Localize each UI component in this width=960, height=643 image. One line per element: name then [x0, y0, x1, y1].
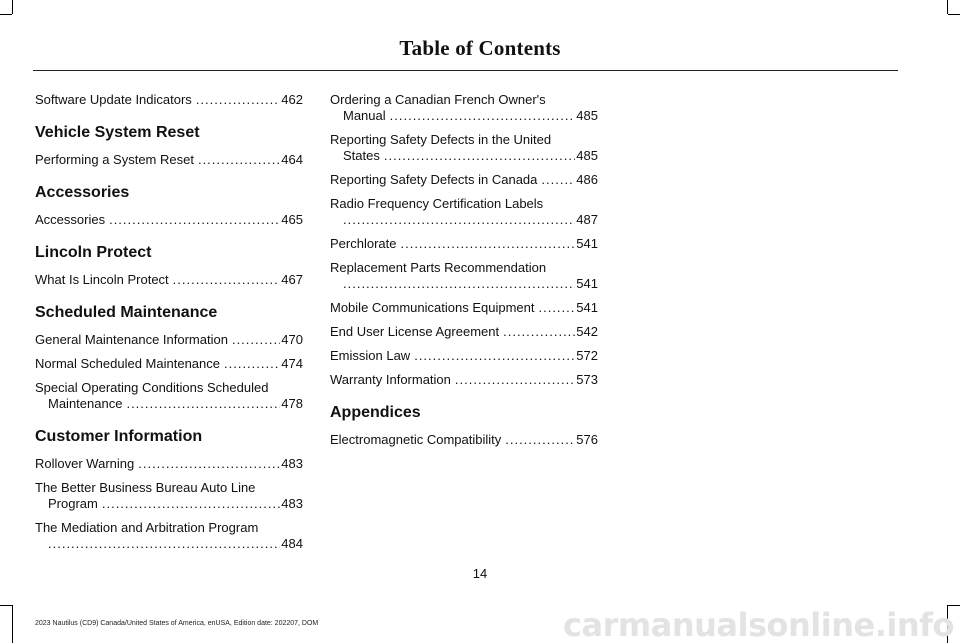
- section-heading: Lincoln Protect: [35, 244, 152, 261]
- toc-entry-title: States: [343, 148, 380, 163]
- dot-leader: [541, 172, 575, 188]
- toc-entry-title: The Better Business Bureau Auto Line: [35, 480, 256, 495]
- toc-entry-title: Maintenance: [48, 396, 123, 411]
- toc-entry[interactable]: [330, 236, 598, 252]
- toc-entry-title: Mobile Communications Equipment: [330, 300, 535, 315]
- toc-entry-page: 464: [281, 152, 303, 167]
- toc-entry[interactable]: [330, 196, 598, 228]
- toc-entry[interactable]: [330, 260, 598, 292]
- toc-entry-title: Perchlorate: [330, 236, 397, 251]
- toc-entry[interactable]: [35, 520, 303, 552]
- crop-mark: [12, 605, 13, 643]
- toc-left-column: [35, 92, 303, 560]
- toc-entry-page: 462: [281, 92, 303, 107]
- toc-entry-title: Software Update Indicators: [35, 92, 192, 107]
- toc-entry-title: Emission Law: [330, 348, 411, 363]
- crop-mark: [948, 14, 960, 15]
- toc-entry[interactable]: [35, 380, 303, 412]
- toc-entry-title: Accessories: [35, 212, 106, 227]
- toc-entry-page: 485: [576, 148, 598, 163]
- dot-leader: [109, 212, 280, 228]
- section-heading: Customer Information: [35, 428, 203, 445]
- toc-entry-page: 474: [281, 356, 303, 371]
- toc-right-column: [330, 92, 598, 456]
- dot-leader: [102, 496, 280, 512]
- toc-entry[interactable]: [330, 432, 598, 448]
- toc-entry-title: Rollover Warning: [35, 456, 135, 471]
- dot-leader: [138, 456, 280, 472]
- dot-leader: [384, 148, 575, 164]
- section-heading: Accessories: [35, 184, 130, 201]
- dot-leader: [400, 236, 575, 252]
- toc-entry-title: Replacement Parts Recommendation: [330, 260, 547, 275]
- page-title: Table of Contents: [399, 36, 561, 60]
- toc-entry-title: Normal Scheduled Maintenance: [35, 356, 220, 371]
- toc-entry-page: 541: [576, 236, 598, 251]
- toc-entry[interactable]: [35, 92, 303, 108]
- page-number: 14: [472, 566, 488, 581]
- toc-entry-page: 485: [576, 108, 598, 123]
- toc-entry-page: 484: [281, 536, 303, 551]
- toc-entry-page: 486: [576, 172, 598, 187]
- dot-leader: [196, 92, 280, 108]
- toc-entry-page: 465: [281, 212, 303, 227]
- toc-entry-page: 483: [281, 456, 303, 471]
- toc-entry[interactable]: [330, 300, 598, 316]
- dot-leader: [455, 372, 575, 388]
- dot-leader: [224, 356, 280, 372]
- dot-leader: [503, 324, 575, 340]
- toc-entry-page: 572: [576, 348, 598, 363]
- toc-entry-title: Performing a System Reset: [35, 152, 194, 167]
- toc-entry[interactable]: [35, 356, 303, 372]
- dot-leader: [126, 396, 280, 412]
- dot-leader: [414, 348, 575, 364]
- watermark: carmanualsonline.info: [563, 606, 954, 643]
- dot-leader: [390, 108, 576, 124]
- toc-entry[interactable]: [330, 172, 598, 188]
- toc-entry-title: Manual: [343, 108, 386, 123]
- toc-entry-title: Ordering a Canadian French Owner's: [330, 92, 546, 107]
- toc-entry-page: 470: [281, 332, 303, 347]
- toc-entry[interactable]: [330, 324, 598, 340]
- toc-entry[interactable]: [330, 132, 598, 164]
- dot-leader: [48, 536, 280, 552]
- dot-leader: [538, 300, 575, 316]
- section-heading: Appendices: [330, 404, 421, 421]
- dot-leader: [232, 332, 280, 348]
- toc-entry[interactable]: [330, 348, 598, 364]
- toc-entry-page: 483: [281, 496, 303, 511]
- toc-entry[interactable]: [35, 152, 303, 168]
- crop-mark: [0, 605, 12, 606]
- dot-leader: [343, 276, 575, 292]
- header-divider: [33, 70, 898, 71]
- dot-leader: [343, 212, 575, 228]
- toc-entry-page: 487: [576, 212, 598, 227]
- toc-entry-page: 541: [576, 300, 598, 315]
- toc-entry-title: Reporting Safety Defects in the United: [330, 132, 552, 147]
- toc-entry-title: General Maintenance Information: [35, 332, 228, 347]
- crop-mark: [947, 0, 948, 14]
- section-heading: Vehicle System Reset: [35, 124, 200, 141]
- toc-entry-page: 478: [281, 396, 303, 411]
- toc-entry-title: Special Operating Conditions Scheduled: [35, 380, 269, 395]
- toc-entry-title: Electromagnetic Compatibility: [330, 432, 502, 447]
- toc-entry[interactable]: [35, 272, 303, 288]
- crop-mark: [0, 14, 12, 15]
- toc-entry[interactable]: [330, 372, 598, 388]
- toc-entry-title: End User License Agreement: [330, 324, 500, 339]
- toc-entry-page: 573: [576, 372, 598, 387]
- toc-entry[interactable]: [35, 480, 303, 512]
- toc-entry-page: 542: [576, 324, 598, 339]
- section-heading: Scheduled Maintenance: [35, 304, 218, 321]
- dot-leader: [505, 432, 575, 448]
- toc-entry[interactable]: [35, 332, 303, 348]
- dot-leader: [173, 272, 281, 288]
- toc-entry-title: Reporting Safety Defects in Canada: [330, 172, 538, 187]
- toc-entry-title: Program: [48, 496, 98, 511]
- toc-entry-title: What Is Lincoln Protect: [35, 272, 169, 287]
- toc-entry-title: Warranty Information: [330, 372, 451, 387]
- edition-footer: 2023 Nautilus (CD9) Canada/United States of America, enUSA, Edition date: 202207, DOM: [35, 620, 319, 627]
- dot-leader: [198, 152, 280, 168]
- toc-entry-page: 467: [281, 272, 303, 287]
- toc-entry[interactable]: [330, 92, 598, 124]
- toc-entry[interactable]: [35, 212, 303, 228]
- toc-entry-page: 576: [576, 432, 598, 447]
- toc-entry-title: Radio Frequency Certification Labels: [330, 196, 544, 211]
- toc-entry[interactable]: [35, 456, 303, 472]
- crop-mark: [12, 0, 13, 14]
- toc-entry-title: The Mediation and Arbitration Program: [35, 520, 259, 535]
- toc-entry-page: 541: [576, 276, 598, 291]
